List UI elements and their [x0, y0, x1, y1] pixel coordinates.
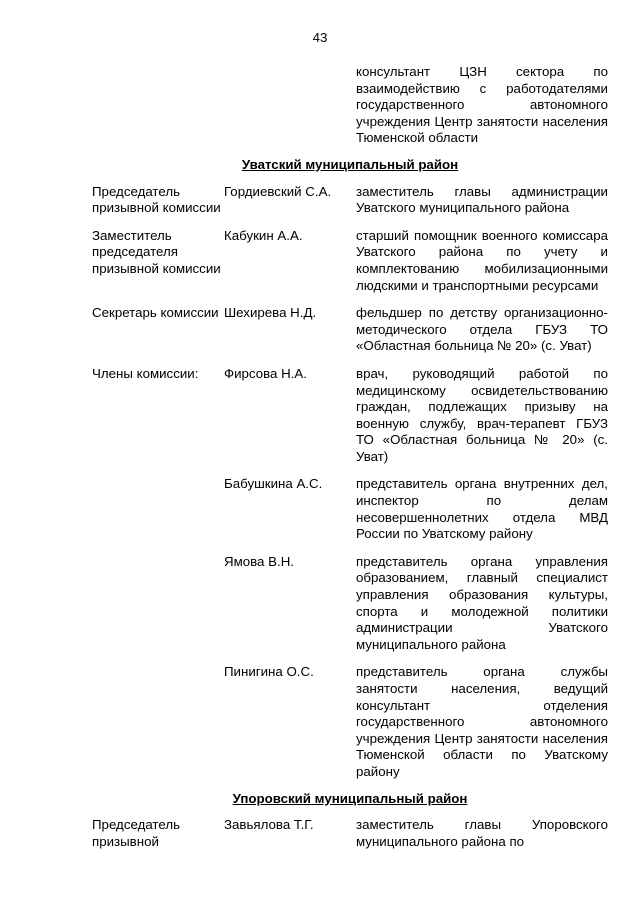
role-cell: Председатель призывной: [92, 817, 181, 849]
description-cell: представитель органа внутренних дел, инспектор по делам несовершеннолетних отдела МВД России по Уватскому району: [356, 476, 608, 542]
role-cell: Члены комиссии:: [92, 365, 199, 381]
name-cell: Завьялова Т.Г.: [224, 817, 314, 833]
name-cell: Гордиевский С.А.: [224, 183, 332, 199]
description-cell: фельдшер по детству организационно-методического отдела ГБУЗ ТО «Областная больница № 20» (с. Уват): [356, 305, 608, 354]
role-cell: Секретарь комиссии: [92, 305, 219, 321]
description-cell: старший помощник военного комиссара Уватского района по учету и комплектованию мобилизационными людскими и транспортными ресурсами: [356, 227, 608, 293]
commission-row: [92, 554, 608, 654]
continuation-row: [92, 64, 608, 147]
description-cell: представитель органа управления образованием, главный специалист управления образования культуры, спорта и молодежной политики администрации Уватского муниципального района: [356, 553, 608, 652]
page-number: 43: [312, 30, 328, 45]
section-title-uvat: Уватский муниципальный район: [241, 156, 459, 172]
document-body: [92, 64, 608, 850]
name-cell: Фирсова Н.А.: [224, 365, 307, 381]
commission-row: [92, 184, 608, 217]
description-cell: консультант ЦЗН сектора по взаимодействию с работодателями государственного автономного учреждения Центр занятости населения Тюменской области: [356, 64, 608, 146]
description-cell: врач, руководящий работой по медицинскому освидетельствованию граждан, подлежащих призыву на военную службу, врач-терапевт ГБУЗ ТО «Областная больница № 20» (с. Уват): [356, 365, 608, 464]
commission-row: [92, 305, 608, 355]
commission-row: [92, 366, 608, 466]
description-cell: представитель органа службы занятости населения, ведущий консультант отделения государственного автономного учреждения Центр занятости населения Тюменской области по Уватскому району: [356, 664, 608, 779]
name-cell: Пинигина О.С.: [224, 664, 314, 680]
name-cell: Бабушкина А.С.: [224, 476, 323, 492]
description-cell: заместитель главы Упоровского муниципального района по: [356, 817, 608, 849]
description-cell: заместитель главы администрации Уватского муниципального района: [356, 183, 608, 216]
section-title-uporovo: Упоровский муниципальный район: [232, 790, 468, 806]
commission-row: [92, 228, 608, 294]
commission-row: [92, 476, 608, 542]
commission-row: [92, 664, 608, 780]
name-cell: Шехирева Н.Д.: [224, 305, 317, 321]
name-cell: Кабукин А.А.: [224, 227, 303, 243]
name-cell: Ямова В.Н.: [224, 553, 295, 569]
commission-row: [92, 817, 608, 850]
role-cell: Председатель призывной комиссии: [92, 183, 221, 216]
role-cell: Заместитель председателя призывной комиссии: [92, 227, 221, 276]
